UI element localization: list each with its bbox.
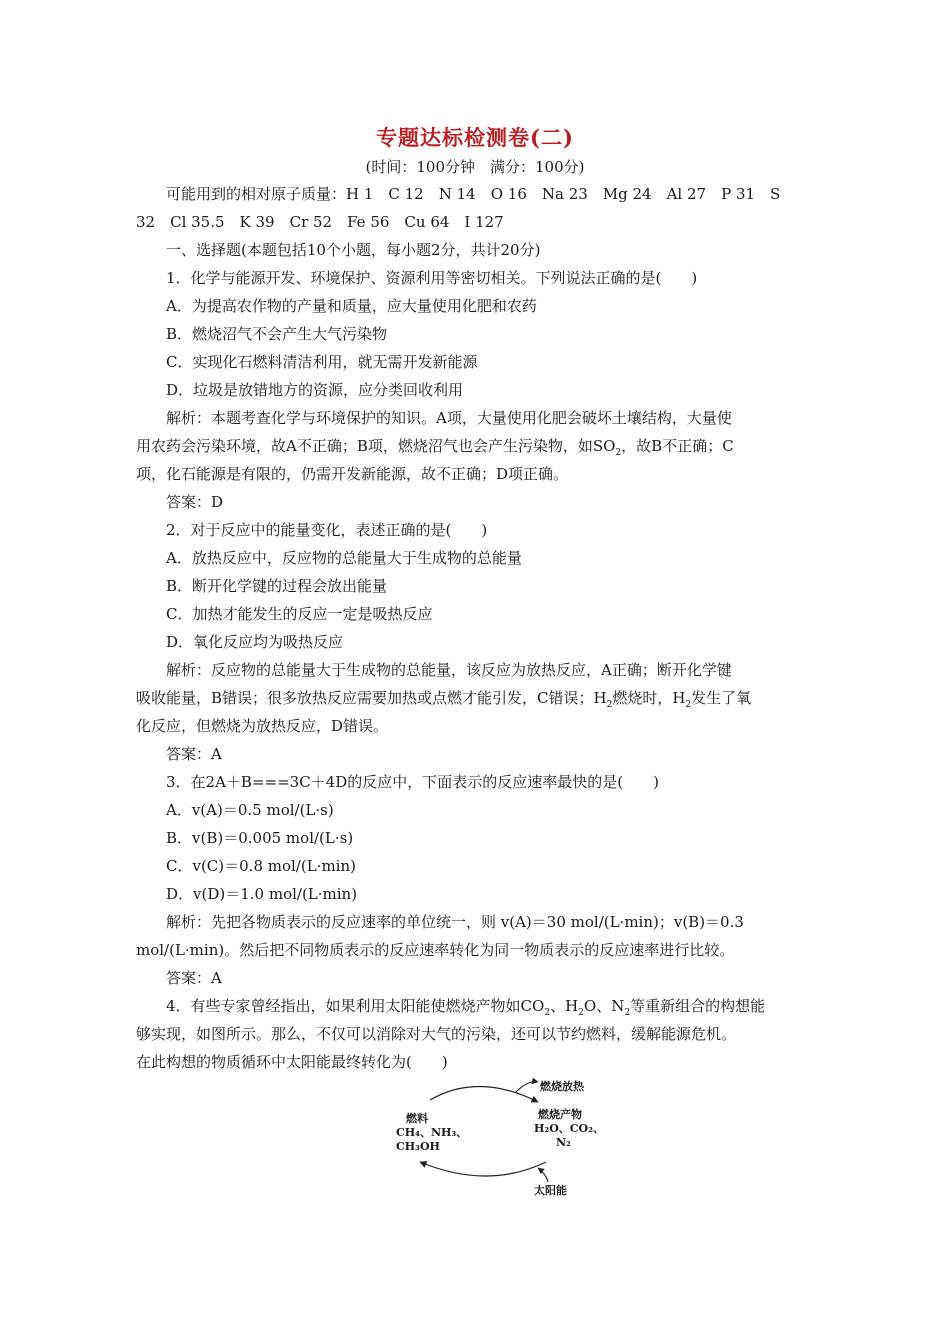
atomic-mass-line-2: 32 Cl 35.5 K 39 Cr 52 Fe 56 Cu 64 I 127 — [136, 213, 504, 231]
product-formulas-line-1: H₂O、CO₂、 — [534, 1122, 604, 1135]
page-subtitle: (时间：100分钟 满分：100分) — [365, 158, 585, 176]
solar-input-arrow — [538, 1168, 548, 1182]
question-3-answer: 答案：A — [166, 969, 222, 987]
question-1-option-b: B．燃烧沼气不会产生大气污染物 — [166, 325, 388, 343]
heat-release-arrow — [516, 1082, 538, 1092]
question-3-analysis-line-2: mol/(L·min)。然后把不同物质表示的反应速率转化为同一物质表示的反应速率进行比较。 — [136, 941, 735, 959]
question-4-stem-line-1: 4．有些专家曾经指出，如果利用太阳能使燃烧产物如$CO_2$、$H_2O$、$N_2$等重新组合的构想能 — [166, 997, 766, 1018]
heat-release-label: 燃烧放热 — [540, 1080, 584, 1093]
atomic-mass-line-1: 可能用到的相对原子质量：H 1 C 12 N 14 O 16 Na 23 Mg 24 Al 27 P 31 S — [166, 185, 781, 203]
question-1-analysis-line-2: 用农药会污染环境，故A不正确；B项，燃烧沼气也会产生污染物，如$SO_2$，故B不正确；C — [136, 437, 734, 458]
question-3-option-b: B．v(B)＝0.005 mol/(L·s) — [166, 829, 354, 847]
bottom-arc-arrow — [420, 1162, 546, 1176]
question-2-stem: 2．对于反应中的能量变化，表述正确的是( ) — [166, 521, 488, 539]
question-1-analysis-line-3: 项，化石能源是有限的，仍需开发新能源，故不正确；D项正确。 — [136, 465, 569, 483]
question-2-analysis-line-1: 解析：反应物的总能量大于生成物的总能量，该反应为放热反应，A正确；断开化学键 — [166, 661, 732, 679]
question-4-stem-line-2: 够实现，如图所示。那么，不仅可以消除对大气的污染，还可以节约燃料，缓解能源危机。 — [136, 1025, 737, 1043]
question-1-option-c: C．实现化石燃料清洁利用，就无需开发新能源 — [166, 353, 478, 371]
question-3-stem: 3．在2A＋B===3C＋4D的反应中，下面表示的反应速率最快的是( ) — [166, 773, 659, 791]
document-body — [136, 180, 816, 1076]
question-1-option-d: D．垃圾是放错地方的资源，应分类回收利用 — [166, 381, 464, 399]
question-2-analysis-line-2: 吸收能量，B错误；很多放热反应需要加热或点燃才能引发，C错误；$H_2$燃烧时，$H_2$发生了氧 — [136, 689, 752, 710]
question-3-option-d: D．v(D)＝1.0 mol/(L·min) — [166, 885, 358, 903]
question-2-answer: 答案：A — [166, 745, 222, 763]
question-2-option-d: D．氧化反应均为吸热反应 — [166, 633, 344, 651]
section-heading: 一、选择题(本题包括10个小题，每小题2分，共计20分) — [166, 241, 541, 259]
top-arc-arrow — [430, 1086, 538, 1102]
fuel-formulas-line-1: CH₄、NH₃、 — [396, 1126, 468, 1139]
question-4-stem-line-3: 在此构想的物质循环中太阳能最终转化为( ) — [136, 1053, 448, 1071]
question-1-analysis-line-1: 解析：本题考查化学与环境保护的知识。A项，大量使用化肥会破坏土壤结构，大量使 — [166, 409, 732, 427]
fuel-label: 燃料 — [406, 1112, 428, 1125]
question-1-option-a: A．为提高农作物的产量和质量，应大量使用化肥和农药 — [166, 297, 537, 315]
energy-cycle-diagram — [388, 1078, 608, 1202]
question-3-option-c: C．v(C)＝0.8 mol/(L·min) — [166, 857, 356, 875]
question-3-analysis-line-1: 解析：先把各物质表示的反应速率的单位统一，则 v(A)＝30 mol/(L·min)；v(B)＝0.3 — [166, 913, 744, 931]
solar-energy-label: 太阳能 — [534, 1184, 567, 1197]
question-2-analysis-line-3: 化反应，但燃烧为放热反应，D错误。 — [136, 717, 389, 735]
product-label: 燃烧产物 — [538, 1108, 582, 1121]
question-2-option-a: A．放热反应中，反应物的总能量大于生成物的总能量 — [166, 549, 522, 567]
question-2-option-c: C．加热才能发生的反应一定是吸热反应 — [166, 605, 433, 623]
page-title: 专题达标检测卷(二) — [376, 125, 574, 150]
question-2-option-b: B．断开化学键的过程会放出能量 — [166, 577, 388, 595]
question-3-option-a: A．v(A)＝0.5 mol/(L·s) — [166, 801, 334, 819]
question-1-stem: 1．化学与能源开发、环境保护、资源利用等密切相关。下列说法正确的是( ) — [166, 269, 698, 287]
fuel-formulas-line-2: CH₃OH — [396, 1140, 440, 1153]
product-formulas-line-2: N₂ — [556, 1136, 571, 1149]
question-1-answer: 答案：D — [166, 493, 224, 511]
